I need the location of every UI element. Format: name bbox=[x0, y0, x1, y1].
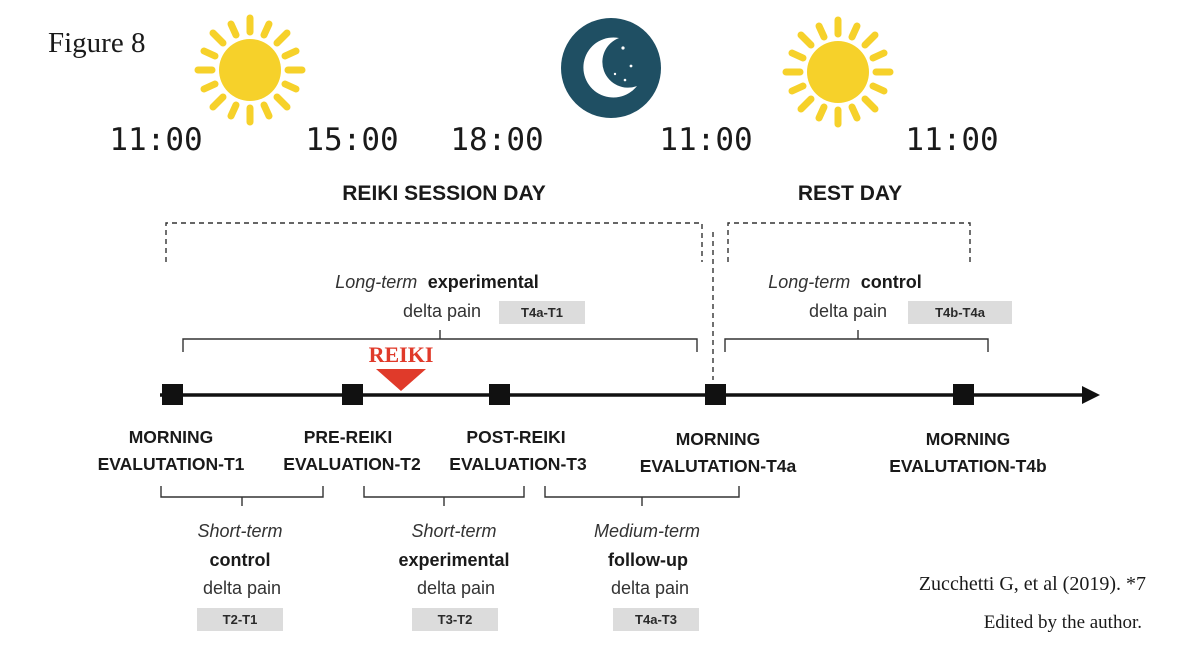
evaluation-line1: PRE-REIKI bbox=[303, 427, 393, 447]
badge-label: T3-T2 bbox=[437, 612, 473, 627]
citation-line: Zucchetti G, et al (2019). *7 bbox=[918, 573, 1146, 595]
timepoint-marker-t4a bbox=[705, 384, 726, 405]
term-label: Long-term bbox=[335, 272, 418, 292]
badge-label: T4a-T1 bbox=[521, 305, 563, 320]
badge-label: T2-T1 bbox=[222, 612, 258, 627]
time-label: 11:00 bbox=[659, 122, 753, 158]
metric-label: delta pain bbox=[402, 301, 482, 321]
evaluation-line2: EVALUTATION-T1 bbox=[97, 454, 245, 474]
evaluation-line2: EVALUATION-T2 bbox=[283, 454, 421, 474]
badge-label: T4b-T4a bbox=[935, 305, 985, 320]
metric-label: delta pain bbox=[416, 578, 496, 598]
time-label: 18:00 bbox=[450, 122, 544, 158]
kind-label: follow-up bbox=[608, 550, 688, 570]
time-label: 11:00 bbox=[905, 122, 999, 158]
kind-label: control bbox=[209, 550, 271, 570]
lower-bracket-short-control bbox=[161, 486, 323, 506]
long-term-experimental-group bbox=[183, 272, 697, 352]
reiki-marker-triangle bbox=[376, 369, 426, 391]
short-term-control-group bbox=[197, 521, 283, 631]
badge-label: T4a-T3 bbox=[635, 612, 677, 627]
timepoint-marker-t2 bbox=[342, 384, 363, 405]
metric-label: delta pain bbox=[202, 578, 282, 598]
term-label: Long-term bbox=[768, 272, 851, 292]
evaluation-line2: EVALUTATION-T4b bbox=[889, 456, 1047, 476]
citation-note: Edited by the author. bbox=[983, 612, 1142, 633]
svg-text:Long-term control bbox=[768, 272, 922, 292]
evaluation-line1: MORNING bbox=[675, 429, 761, 449]
moon-icon bbox=[561, 18, 661, 118]
timepoint-marker-t4b bbox=[953, 384, 974, 405]
evaluation-line1: MORNING bbox=[925, 429, 1011, 449]
metric-label: delta pain bbox=[808, 301, 888, 321]
short-term-experimental-group bbox=[398, 521, 509, 631]
kind-label: control bbox=[860, 272, 922, 292]
evaluation-line2: EVALUTATION-T4a bbox=[639, 456, 797, 476]
reiki-label: REIKI bbox=[368, 342, 434, 367]
upper-bracket bbox=[725, 330, 988, 352]
rest-day-dashed-bracket bbox=[728, 223, 970, 262]
term-label: Medium-term bbox=[593, 521, 701, 541]
svg-text:Long-term experimental bbox=[335, 272, 539, 292]
lower-bracket-medium-followup bbox=[545, 486, 739, 506]
timeline-arrowhead bbox=[1082, 386, 1100, 404]
kind-label: experimental bbox=[427, 272, 539, 292]
upper-bracket bbox=[183, 330, 697, 352]
time-label: 15:00 bbox=[305, 122, 399, 158]
term-label: Short-term bbox=[197, 521, 283, 541]
time-label: 11:00 bbox=[109, 122, 203, 158]
long-term-control-group bbox=[725, 272, 1012, 352]
evaluation-line2: EVALUATION-T3 bbox=[449, 454, 587, 474]
figure-label: Figure 8 bbox=[48, 27, 146, 59]
kind-label: experimental bbox=[398, 550, 510, 570]
lower-bracket-short-experimental bbox=[364, 486, 524, 506]
evaluation-line1: MORNING bbox=[128, 427, 214, 447]
period-session-day: REIKI SESSION DAY bbox=[342, 182, 546, 205]
session-day-dashed-bracket bbox=[166, 223, 702, 262]
medium-term-followup-group bbox=[594, 521, 700, 631]
evaluation-line1: POST-REIKI bbox=[466, 427, 566, 447]
timepoint-marker-t3 bbox=[489, 384, 510, 405]
sun-icon bbox=[198, 18, 302, 122]
timepoint-marker-t1 bbox=[162, 384, 183, 405]
period-rest-day: REST DAY bbox=[797, 182, 903, 205]
sun-icon bbox=[786, 20, 890, 124]
metric-label: delta pain bbox=[610, 578, 690, 598]
term-label: Short-term bbox=[411, 521, 497, 541]
